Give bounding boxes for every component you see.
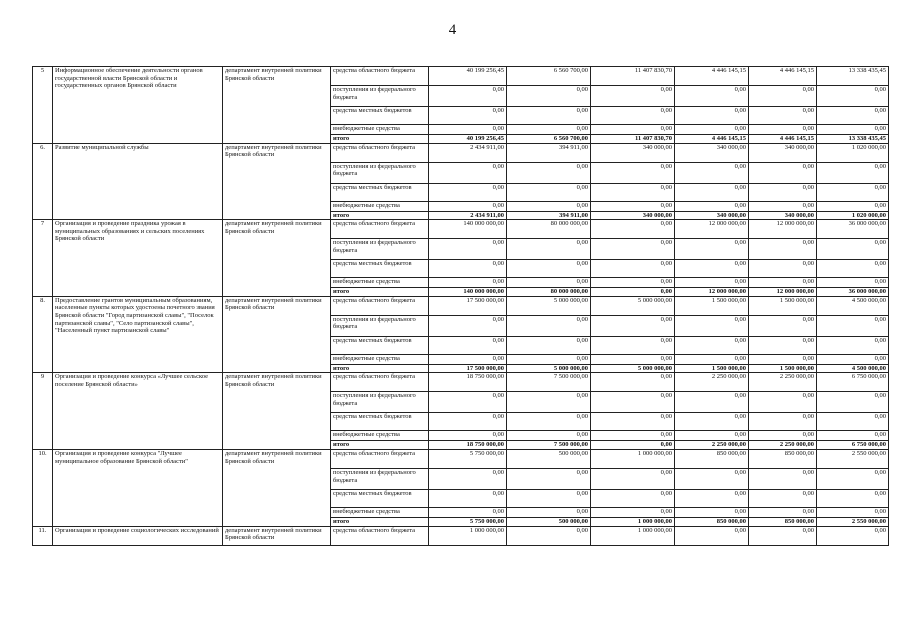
amount-cell: 0,00 (749, 468, 817, 489)
amount-cell: 0,00 (429, 125, 507, 135)
amount-cell: 0,00 (429, 413, 507, 431)
amount-cell: 0,00 (429, 354, 507, 364)
funding-source: средства областного бюджета (331, 373, 429, 392)
executor: департамент внутренней политики Брянской области (223, 296, 331, 373)
amount-cell: 0,00 (591, 392, 675, 413)
amount-cell: 40 199 256,45 (429, 67, 507, 86)
amount-cell: 0,00 (507, 278, 591, 288)
amount-cell: 1 000 000,00 (591, 526, 675, 545)
measure-name: Организация и проведение конкурса «Лучшее сельское поселение Брянской области» (53, 373, 223, 450)
amount-cell: 0,00 (675, 239, 749, 260)
amount-cell: 0,00 (749, 183, 817, 201)
amount-cell: 5 750 000,00 (429, 449, 507, 468)
amount-cell: 0,00 (817, 413, 889, 431)
amount-cell: 5 750 000,00 (429, 517, 507, 526)
amount-cell: 850 000,00 (675, 449, 749, 468)
amount-cell: 1 000 000,00 (591, 517, 675, 526)
funding-source: итого (331, 288, 429, 297)
row-number: 6. (33, 143, 53, 220)
amount-cell: 0,00 (591, 183, 675, 201)
amount-cell: 0,00 (507, 107, 591, 125)
amount-cell: 0,00 (817, 336, 889, 354)
amount-cell: 13 338 435,45 (817, 135, 889, 144)
amount-cell: 0,00 (749, 86, 817, 107)
amount-cell: 0,00 (817, 107, 889, 125)
amount-cell: 850 000,00 (675, 517, 749, 526)
amount-cell: 4 446 145,15 (675, 135, 749, 144)
amount-cell: 2 434 911,00 (429, 143, 507, 162)
funding-source: средства областного бюджета (331, 220, 429, 239)
amount-cell: 0,00 (429, 392, 507, 413)
funding-source: итого (331, 211, 429, 220)
amount-cell: 0,00 (749, 125, 817, 135)
amount-cell: 0,00 (591, 507, 675, 517)
measure-name: Предоставление грантов муниципальным образованиям, населенные пункты которых удостоены почетного звания Брянской области "Город партизанской славы", "Поселок партизанской славы", "Село партизанской славы", "Населенный пункт партизанской славы" (53, 296, 223, 373)
amount-cell: 0,00 (429, 86, 507, 107)
amount-cell: 0,00 (591, 220, 675, 239)
amount-cell: 0,00 (749, 336, 817, 354)
amount-cell: 0,00 (675, 413, 749, 431)
amount-cell: 340 000,00 (591, 143, 675, 162)
amount-cell: 12 000 000,00 (675, 220, 749, 239)
amount-cell: 0,00 (749, 201, 817, 211)
amount-cell: 0,00 (749, 278, 817, 288)
amount-cell: 18 750 000,00 (429, 441, 507, 450)
amount-cell: 0,00 (429, 489, 507, 507)
amount-cell: 0,00 (817, 392, 889, 413)
funding-source: средства областного бюджета (331, 143, 429, 162)
row-number: 5 (33, 67, 53, 144)
amount-cell: 5 000 000,00 (507, 364, 591, 373)
amount-cell: 0,00 (817, 431, 889, 441)
funding-source: поступления из федерального бюджета (331, 86, 429, 107)
amount-cell: 0,00 (591, 336, 675, 354)
amount-cell: 0,00 (749, 260, 817, 278)
amount-cell: 0,00 (507, 86, 591, 107)
measure-name: Организация и проведение праздника урожая в муниципальных образованиях и сельских поселениях Брянской области (53, 220, 223, 297)
amount-cell: 36 000 000,00 (817, 220, 889, 239)
amount-cell: 394 911,00 (507, 143, 591, 162)
executor: департамент внутренней политики Брянской области (223, 220, 331, 297)
executor: департамент внутренней политики Брянской области (223, 526, 331, 545)
amount-cell: 36 000 000,00 (817, 288, 889, 297)
amount-cell: 0,00 (749, 431, 817, 441)
table-row (33, 67, 889, 86)
amount-cell: 140 000 000,00 (429, 288, 507, 297)
amount-cell: 0,00 (675, 336, 749, 354)
amount-cell: 12 000 000,00 (749, 220, 817, 239)
funding-source: средства местных бюджетов (331, 489, 429, 507)
amount-cell: 0,00 (591, 86, 675, 107)
amount-cell: 0,00 (817, 260, 889, 278)
amount-cell: 40 199 256,45 (429, 135, 507, 144)
amount-cell: 0,00 (749, 526, 817, 545)
table-row (33, 220, 889, 239)
amount-cell: 12 000 000,00 (749, 288, 817, 297)
table-row (33, 296, 889, 315)
amount-cell: 0,00 (429, 468, 507, 489)
amount-cell: 0,00 (591, 373, 675, 392)
amount-cell: 0,00 (817, 526, 889, 545)
amount-cell: 850 000,00 (749, 449, 817, 468)
amount-cell: 0,00 (817, 507, 889, 517)
amount-cell: 0,00 (675, 86, 749, 107)
amount-cell: 0,00 (429, 260, 507, 278)
amount-cell: 0,00 (429, 336, 507, 354)
table-row (33, 373, 889, 392)
amount-cell: 0,00 (591, 354, 675, 364)
amount-cell: 7 500 000,00 (507, 373, 591, 392)
amount-cell: 340 000,00 (675, 143, 749, 162)
amount-cell: 0,00 (591, 125, 675, 135)
funding-source: средства областного бюджета (331, 449, 429, 468)
amount-cell: 4 446 145,15 (749, 67, 817, 86)
amount-cell: 0,00 (429, 201, 507, 211)
amount-cell: 0,00 (675, 201, 749, 211)
funding-source: внебюджетные средства (331, 201, 429, 211)
funding-source: внебюджетные средства (331, 278, 429, 288)
amount-cell: 0,00 (749, 354, 817, 364)
amount-cell: 0,00 (675, 260, 749, 278)
row-number: 10. (33, 449, 53, 526)
amount-cell: 0,00 (507, 507, 591, 517)
funding-source: внебюджетные средства (331, 431, 429, 441)
amount-cell: 0,00 (591, 468, 675, 489)
amount-cell: 0,00 (591, 431, 675, 441)
amount-cell: 6 560 700,00 (507, 67, 591, 86)
amount-cell: 13 338 435,45 (817, 67, 889, 86)
amount-cell: 0,00 (507, 489, 591, 507)
amount-cell: 0,00 (507, 162, 591, 183)
amount-cell: 0,00 (817, 183, 889, 201)
amount-cell: 0,00 (749, 507, 817, 517)
amount-cell: 1 500 000,00 (675, 296, 749, 315)
amount-cell: 0,00 (507, 392, 591, 413)
funding-source: внебюджетные средства (331, 507, 429, 517)
amount-cell: 0,00 (507, 526, 591, 545)
funding-source: средства местных бюджетов (331, 183, 429, 201)
amount-cell: 0,00 (675, 162, 749, 183)
amount-cell: 340 000,00 (749, 211, 817, 220)
amount-cell: 4 500 000,00 (817, 364, 889, 373)
measure-name: Развитие муниципальной службы (53, 143, 223, 220)
amount-cell: 6 750 000,00 (817, 441, 889, 450)
measure-name: Организация и проведение социологических исследований (53, 526, 223, 545)
amount-cell: 394 911,00 (507, 211, 591, 220)
amount-cell: 0,00 (675, 315, 749, 336)
amount-cell: 0,00 (591, 288, 675, 297)
amount-cell: 0,00 (675, 468, 749, 489)
amount-cell: 0,00 (429, 183, 507, 201)
amount-cell: 0,00 (675, 507, 749, 517)
amount-cell: 0,00 (507, 354, 591, 364)
amount-cell: 0,00 (749, 489, 817, 507)
funding-source: поступления из федерального бюджета (331, 315, 429, 336)
amount-cell: 0,00 (429, 431, 507, 441)
amount-cell: 0,00 (675, 278, 749, 288)
amount-cell: 0,00 (591, 489, 675, 507)
amount-cell: 340 000,00 (675, 211, 749, 220)
amount-cell: 18 750 000,00 (429, 373, 507, 392)
amount-cell: 2 250 000,00 (749, 373, 817, 392)
amount-cell: 4 446 145,15 (749, 135, 817, 144)
amount-cell: 0,00 (817, 125, 889, 135)
amount-cell: 0,00 (591, 239, 675, 260)
funding-source: средства областного бюджета (331, 67, 429, 86)
amount-cell: 0,00 (429, 162, 507, 183)
amount-cell: 0,00 (817, 468, 889, 489)
amount-cell: 11 407 830,70 (591, 67, 675, 86)
amount-cell: 0,00 (749, 239, 817, 260)
row-number: 7 (33, 220, 53, 297)
amount-cell: 0,00 (591, 201, 675, 211)
amount-cell: 0,00 (507, 413, 591, 431)
funding-source: средства областного бюджета (331, 526, 429, 545)
amount-cell: 0,00 (429, 107, 507, 125)
amount-cell: 0,00 (429, 278, 507, 288)
amount-cell: 80 000 000,00 (507, 220, 591, 239)
amount-cell: 0,00 (429, 507, 507, 517)
amount-cell: 0,00 (817, 278, 889, 288)
row-number: 9 (33, 373, 53, 450)
funding-source: поступления из федерального бюджета (331, 162, 429, 183)
amount-cell: 2 434 911,00 (429, 211, 507, 220)
amount-cell: 4 446 145,15 (675, 67, 749, 86)
amount-cell: 0,00 (817, 201, 889, 211)
amount-cell: 0,00 (675, 489, 749, 507)
amount-cell: 1 020 000,00 (817, 143, 889, 162)
amount-cell: 5 000 000,00 (591, 364, 675, 373)
amount-cell: 2 550 000,00 (817, 517, 889, 526)
funding-source: поступления из федерального бюджета (331, 392, 429, 413)
amount-cell: 1 500 000,00 (749, 364, 817, 373)
amount-cell: 17 500 000,00 (429, 364, 507, 373)
amount-cell: 500 000,00 (507, 449, 591, 468)
amount-cell: 0,00 (675, 183, 749, 201)
funding-source: итого (331, 441, 429, 450)
executor: департамент внутренней политики Брянской области (223, 67, 331, 144)
amount-cell: 2 250 000,00 (749, 441, 817, 450)
amount-cell: 0,00 (817, 354, 889, 364)
measure-name: Организация и проведение конкурса "Лучшее муниципальное образование Брянской области" (53, 449, 223, 526)
amount-cell: 0,00 (507, 239, 591, 260)
amount-cell: 0,00 (675, 392, 749, 413)
amount-cell: 500 000,00 (507, 517, 591, 526)
funding-source: итого (331, 135, 429, 144)
amount-cell: 0,00 (591, 107, 675, 125)
amount-cell: 0,00 (507, 315, 591, 336)
amount-cell: 0,00 (591, 162, 675, 183)
funding-source: поступления из федерального бюджета (331, 468, 429, 489)
amount-cell: 5 000 000,00 (591, 296, 675, 315)
funding-source: поступления из федерального бюджета (331, 239, 429, 260)
executor: департамент внутренней политики Брянской области (223, 373, 331, 450)
amount-cell: 0,00 (675, 125, 749, 135)
budget-table (32, 66, 889, 546)
row-number: 11. (33, 526, 53, 545)
amount-cell: 1 500 000,00 (749, 296, 817, 315)
table-row (33, 143, 889, 162)
amount-cell: 340 000,00 (591, 211, 675, 220)
amount-cell: 12 000 000,00 (675, 288, 749, 297)
amount-cell: 0,00 (507, 431, 591, 441)
amount-cell: 0,00 (507, 260, 591, 278)
amount-cell: 850 000,00 (749, 517, 817, 526)
amount-cell: 4 500 000,00 (817, 296, 889, 315)
table-row (33, 449, 889, 468)
funding-source: средства местных бюджетов (331, 107, 429, 125)
amount-cell: 0,00 (591, 278, 675, 288)
amount-cell: 0,00 (591, 441, 675, 450)
funding-source: средства областного бюджета (331, 296, 429, 315)
funding-source: средства местных бюджетов (331, 260, 429, 278)
amount-cell: 1 000 000,00 (429, 526, 507, 545)
amount-cell: 1 000 000,00 (591, 449, 675, 468)
amount-cell: 140 000 000,00 (429, 220, 507, 239)
table-row (33, 526, 889, 545)
amount-cell: 1 500 000,00 (675, 364, 749, 373)
amount-cell: 5 000 000,00 (507, 296, 591, 315)
amount-cell: 0,00 (507, 468, 591, 489)
amount-cell: 0,00 (749, 392, 817, 413)
amount-cell: 0,00 (817, 86, 889, 107)
amount-cell: 0,00 (817, 162, 889, 183)
amount-cell: 0,00 (507, 201, 591, 211)
executor: департамент внутренней политики Брянской области (223, 143, 331, 220)
funding-source: итого (331, 364, 429, 373)
page-number: 4 (448, 22, 457, 38)
funding-source: средства местных бюджетов (331, 336, 429, 354)
amount-cell: 0,00 (675, 526, 749, 545)
amount-cell: 6 750 000,00 (817, 373, 889, 392)
amount-cell: 0,00 (749, 162, 817, 183)
amount-cell: 0,00 (675, 354, 749, 364)
amount-cell: 0,00 (817, 315, 889, 336)
amount-cell: 0,00 (817, 239, 889, 260)
amount-cell: 340 000,00 (749, 143, 817, 162)
funding-source: внебюджетные средства (331, 125, 429, 135)
amount-cell: 0,00 (507, 183, 591, 201)
amount-cell: 0,00 (749, 315, 817, 336)
amount-cell: 2 250 000,00 (675, 373, 749, 392)
amount-cell: 0,00 (591, 260, 675, 278)
amount-cell: 0,00 (675, 431, 749, 441)
row-number: 8. (33, 296, 53, 373)
funding-source: внебюджетные средства (331, 354, 429, 364)
funding-source: итого (331, 517, 429, 526)
amount-cell: 0,00 (429, 239, 507, 260)
amount-cell: 0,00 (507, 336, 591, 354)
amount-cell: 0,00 (749, 413, 817, 431)
amount-cell: 2 550 000,00 (817, 449, 889, 468)
amount-cell: 1 020 000,00 (817, 211, 889, 220)
amount-cell: 11 407 830,70 (591, 135, 675, 144)
amount-cell: 0,00 (591, 413, 675, 431)
amount-cell: 0,00 (507, 125, 591, 135)
measure-name: Информационное обеспечение деятельности органов государственной власти Брянской области и государственных органов Брянской области (53, 67, 223, 144)
amount-cell: 6 560 700,00 (507, 135, 591, 144)
amount-cell: 0,00 (591, 315, 675, 336)
amount-cell: 17 500 000,00 (429, 296, 507, 315)
amount-cell: 0,00 (675, 107, 749, 125)
amount-cell: 7 500 000,00 (507, 441, 591, 450)
executor: департамент внутренней политики Брянской области (223, 449, 331, 526)
amount-cell: 0,00 (749, 107, 817, 125)
amount-cell: 80 000 000,00 (507, 288, 591, 297)
amount-cell: 2 250 000,00 (675, 441, 749, 450)
amount-cell: 0,00 (817, 489, 889, 507)
amount-cell: 0,00 (429, 315, 507, 336)
funding-source: средства местных бюджетов (331, 413, 429, 431)
